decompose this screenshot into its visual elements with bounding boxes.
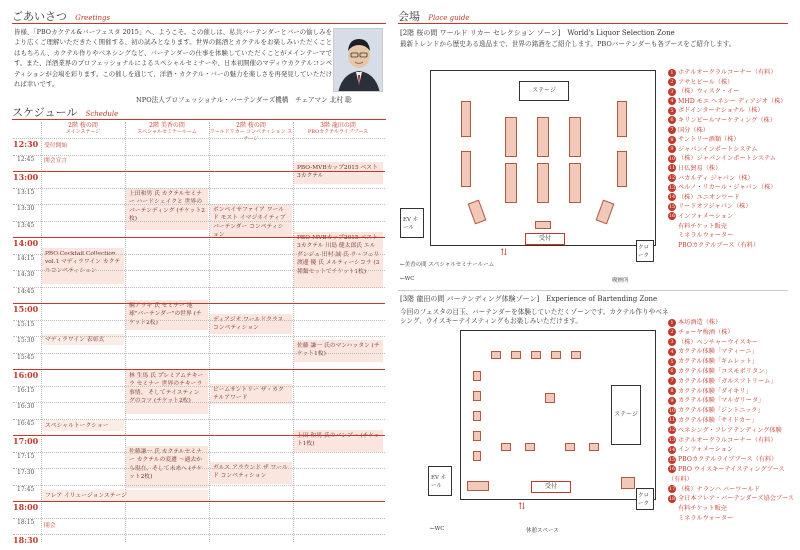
booth-name: （株）ジャパンインポートシステム: [678, 155, 776, 163]
floor2-booth: [473, 391, 481, 401]
floor1-to-seminar: ←美香の間 スペシャルセミナールーム: [400, 262, 495, 268]
time-row-line: [13, 320, 385, 321]
time-row-line: [13, 287, 385, 288]
booth-name: 全日本フレア・バーテンダーズ協会ブース: [678, 495, 794, 503]
booth-number-badge: 1: [668, 69, 676, 77]
booth-number-badge: 5: [668, 107, 676, 115]
chairman-photo: [333, 28, 383, 92]
schedule-event: PBO Cocktail Collection vol.1 マディラワイン カクテルコンペティション: [42, 248, 124, 284]
greetings-heading: [12, 8, 110, 24]
booth-number-badge: 9: [668, 397, 676, 405]
time-label: 13:15: [17, 188, 35, 196]
schedule-rule: [12, 119, 386, 120]
schedule-heading: [12, 104, 118, 120]
column-head-jp: 2階 美香の間: [149, 122, 185, 129]
time-row-line: [13, 204, 385, 205]
time-label: 18:30: [13, 535, 39, 545]
floor1-reception-label: 受付: [538, 235, 551, 242]
booth-list-item: [668, 154, 796, 164]
booth-number-badge: 15: [668, 203, 676, 210]
schedule-title-en: Schedule: [85, 110, 119, 118]
schedule-event: スペシャルトークショー: [42, 420, 124, 431]
booth-name: ジャパンインポートシステム: [678, 145, 758, 153]
booth-list-item: [668, 318, 796, 328]
booth-number-badge: 12: [668, 427, 676, 434]
time-label: 13:30: [17, 205, 35, 212]
portrait-illustration: [334, 29, 383, 92]
column-head-en: メインステージ: [65, 129, 101, 135]
booth-list-extra: PBOカクテルブース（有料）: [678, 241, 760, 249]
time-label: 16:00: [13, 370, 39, 380]
column-head-seminar-room: [125, 122, 209, 136]
time-label: 18:15: [17, 518, 35, 526]
booth-name: バカルディ ジャパン（株）: [678, 174, 754, 182]
booth-number-badge: 9: [668, 145, 676, 153]
booth-name: ペルノ・リカール・ジャパン（株）: [678, 184, 777, 192]
booth-list-item: [668, 202, 796, 212]
booth-name: カクテル体験「ギムレット」: [678, 358, 759, 366]
booth-number-badge: 6: [668, 367, 676, 375]
booth-number-badge: 13: [668, 184, 676, 191]
time-row-line: [13, 270, 385, 271]
column-head-en: スペシャルセミナールーム: [137, 129, 197, 135]
time-label: 13:45: [17, 221, 35, 229]
floor1-to-wc: ←WC: [400, 276, 415, 282]
time-row-line: [13, 468, 385, 469]
booth-number-badge: 6: [668, 116, 676, 124]
time-label: 16:15: [17, 386, 35, 394]
floor1-booth: [596, 200, 615, 225]
floor2-stage: [611, 385, 641, 445]
venue-rule: [398, 23, 788, 24]
floor2-booth: [565, 443, 575, 451]
booth-number-badge: 12: [668, 175, 676, 182]
booth-number-badge: 2: [668, 328, 676, 336]
booth-number-badge: 8: [668, 387, 676, 395]
booth-list-item: [668, 455, 796, 465]
floor1-booth: [537, 163, 549, 203]
booth-list-item: [668, 328, 796, 338]
booth-list-item: [668, 212, 796, 222]
time-row-line: [13, 138, 385, 139]
column-head-jp: 2階 桜の間: [236, 122, 266, 129]
column-head-competition-stage: [209, 122, 293, 142]
booth-number-badge: 11: [668, 417, 676, 424]
booth-number-badge: 11: [668, 165, 676, 172]
booth-list-item: [668, 436, 796, 446]
venue-title-jp: 会場: [398, 10, 420, 23]
booth-list-item: [668, 357, 796, 367]
schedule-event: ビームサントリー ザ・カクテルアワード: [210, 384, 292, 404]
booth-number-badge: 15: [668, 456, 676, 463]
time-label: 15:45: [17, 353, 35, 361]
booth-number-badge: 16: [668, 466, 676, 473]
booth-name: 本坊酒造（株）: [678, 319, 722, 326]
booth-name: サントリー酒類（株）: [678, 136, 740, 144]
schedule-event: 閉会: [44, 523, 56, 529]
booth-number-badge: 4: [668, 97, 676, 105]
floor2-booth: [473, 431, 481, 441]
booth-name: （株）ナランハ バーワールド: [678, 485, 760, 493]
time-label: 15:30: [17, 337, 35, 344]
booth-list-item: [668, 347, 796, 357]
floor2-booth: [551, 351, 561, 359]
time-label: 15:00: [13, 304, 39, 314]
floor1-description: 最新トレンドから歴史ある逸品まで、世界の銘酒をご紹介します。PBOバーテンダーも各ブースをご紹介します。: [400, 40, 736, 48]
time-label: 12:45: [17, 155, 35, 163]
greetings-title-en: Greetings: [75, 14, 111, 22]
time-label: 14:15: [17, 254, 35, 262]
floor1-stage-label: ステージ: [532, 87, 556, 94]
floor2-title: [3階 龍田の間 バーテンディング体験ゾーン] Experience of Bartending Zone: [400, 295, 658, 303]
floor2-booth: [511, 351, 521, 359]
floor1-smoking: 喫煙所: [612, 278, 629, 284]
time-row-line: [13, 419, 385, 420]
booth-number-badge: 7: [668, 377, 676, 385]
floor2-booth: [491, 351, 501, 359]
floor2-to-wc: ←WC: [430, 526, 445, 532]
floor2-cloak: [636, 488, 654, 510]
booth-name: カクテル体験「サイドカー」: [678, 416, 758, 424]
booth-list-item: [668, 78, 796, 88]
booth-name: PBO ウイスキーテイスティングブース（有料）: [668, 465, 785, 483]
floor2-stage-label: ステージ: [614, 411, 638, 418]
column-head-en: ワールドリカー コンペティション ステージ: [209, 129, 293, 142]
floor1-cloak: [636, 240, 654, 262]
schedule-event: 佐藤謙一 氏 カクテルセミナー カクテルの変遷 〜過去から現在、そして未来へ (チケット2枚): [126, 446, 208, 488]
floor2-ev-hall: [428, 466, 452, 496]
booth-name: （株）ユニオンワード: [678, 193, 740, 201]
floor2-booth: [467, 481, 489, 491]
greetings-signature: NPO法人プロフェッショナル・バーテンダーズ機構 チェアマン 北村 聡: [136, 96, 352, 104]
booth-number-badge: 18: [668, 495, 676, 502]
venue-heading: [398, 8, 470, 24]
time-row-line: [13, 435, 385, 436]
floor2-rest-space: 休憩スペース: [526, 528, 559, 534]
time-row-line: [13, 188, 385, 189]
venue-title-en: Place guide: [428, 14, 470, 22]
booth-name: キリンビールマーケティング（株）: [678, 116, 776, 124]
booth-list-item: [668, 485, 796, 495]
time-label: 18:00: [13, 502, 39, 512]
time-label: 14:00: [13, 238, 39, 248]
greetings-body: 皆様、「PBOカクテル&バーフェスタ 2015」へ、ようこそ。この催しは、私共バーテンダーとバーの愉しみをより広くご理解いただきたく開催する、初の試みとなります。世界の銘酒とカクテルをお楽しみいただくことはもちろん、カクテル作りやベネシングなど、バーテンダーの仕事を体験していただくことがメインテーマです。また、洋酒業界のプロフェッショナルによるスペシャルセミナーや、日本初開催のマディウカクテルコンペティションが会場を彩ります。この催しを通じて、洋酒・カクテル・バーの魅力を楽しさを再発見していただければ幸いです。: [14, 28, 332, 89]
schedule-event: 上田 和男 氏のバンブー (チケット1枚): [294, 430, 383, 452]
booth-number-badge: 10: [668, 155, 676, 162]
floor2-booth: [545, 393, 555, 403]
booth-list-item: [668, 135, 796, 145]
booth-list-item: [668, 387, 796, 397]
time-label: 14:30: [17, 271, 35, 278]
floor1-map: [430, 70, 656, 246]
booth-name: チョーヤ梅酒（株）: [678, 328, 734, 336]
floor1-ev-hall: [400, 208, 424, 238]
floor1-booth: [569, 117, 581, 157]
time-row-line: [13, 534, 385, 535]
booth-list-item: [668, 445, 796, 455]
booth-number-badge: 1: [668, 319, 676, 327]
floor1-booth: [617, 151, 627, 187]
booth-name: PBOカクテルライブブース（有料）: [678, 456, 778, 464]
floor1-booth-list: [668, 68, 796, 250]
time-label: 13:00: [13, 172, 39, 182]
booth-list-item: [668, 106, 796, 116]
floor2-booth: [571, 351, 581, 359]
booth-name: ベネシング・フレアテンディング体験: [678, 426, 782, 434]
floor2-booth-list: [668, 318, 796, 524]
column-divider: [41, 122, 42, 542]
time-label: 17:45: [17, 485, 35, 493]
booth-name: インフォメーション: [678, 212, 734, 220]
booth-name: 国分（株）: [678, 126, 709, 134]
booth-name: カクテル体験「コスモポリタン」: [678, 367, 771, 375]
booth-name: カクテル体験「ダイキリ」: [678, 387, 752, 395]
schedule-event: フレア イリュージョンステージ: [42, 490, 208, 501]
booth-list-item: [668, 406, 796, 416]
time-row-line: [13, 254, 385, 255]
schedule-event: 佐藤 謙一 氏のマンハッタン (チケット1枚): [294, 340, 383, 362]
booth-name: アサヒビール（株）: [678, 78, 734, 86]
booth-name: ホテルオークラルコーナー（有料）: [678, 436, 777, 444]
greetings-rule: [12, 23, 386, 24]
booth-list-extra: 有料チケット販売: [678, 505, 727, 513]
booth-list-extra: ミネラルウォーター: [678, 232, 734, 240]
booth-number-badge: 4: [668, 348, 676, 356]
time-label: 15:15: [17, 320, 35, 328]
time-row-line: [13, 155, 385, 156]
floor1-title: [2階 桜の間 ワールド リカー セレクション ゾーン] World's Liquor Selection Zone: [400, 29, 675, 37]
time-row-line: [13, 369, 385, 370]
time-label: 14:45: [17, 287, 35, 295]
schedule-event: PBO-MVBカップ2015 ベスト3カクテル: [294, 162, 383, 184]
booth-number-badge: 14: [668, 194, 676, 201]
time-row-line: [13, 402, 385, 403]
booth-name: カクテル体験「マルガリータ」: [678, 397, 765, 405]
floor2-booth: [473, 411, 481, 421]
booth-list-item: [668, 174, 796, 184]
booth-number-badge: 14: [668, 446, 676, 453]
cloak-label: クローク: [638, 493, 650, 507]
schedule-event: PBO-MVBカップ2015 ベスト3カクテル 川島 健太郎氏 エルダンジュ 田村 誠 氏 ラ・フェリ 渡邊 優 氏 メルティーシコラ (3種類セットでチケット1枚): [294, 232, 383, 288]
booth-number-badge: 8: [668, 136, 676, 144]
booth-number-badge: 16: [668, 213, 676, 220]
booth-name: インフォメーション: [678, 446, 734, 454]
booth-list-extra: ミネラルウォーター: [678, 514, 734, 522]
booth-name: カクテル体験「マティーニ」: [678, 348, 758, 356]
booth-list-item: [668, 193, 796, 203]
time-row-line: [13, 386, 385, 387]
booth-name: （株）ベンチャーウイスキー: [678, 338, 759, 346]
column-head-jp: 3階 龍田の間: [320, 122, 356, 129]
greetings-title-jp: ごあいさつ: [12, 10, 67, 23]
time-row-line: [13, 501, 385, 502]
time-row-line: [13, 237, 385, 238]
floor1-booth: [569, 163, 581, 203]
floor2-rule: [398, 290, 788, 291]
booth-name: （株）ウィスク・イー: [678, 88, 740, 96]
booth-list-item: [668, 416, 796, 426]
booth-number-badge: 10: [668, 407, 676, 414]
floor2-booth: [473, 371, 481, 381]
booth-list-item: [668, 465, 796, 485]
floor2-reception: [531, 481, 571, 493]
time-label: 17:00: [13, 436, 39, 446]
time-row-line: [13, 353, 385, 354]
booth-list-item: [668, 183, 796, 193]
schedule-event: 開会宣言: [44, 158, 68, 164]
booth-name: ホテルオークラルコーナー（有料）: [678, 69, 777, 76]
time-row-line: [13, 518, 385, 519]
booth-number-badge: 5: [668, 358, 676, 366]
floor1-booth: [617, 101, 627, 137]
booth-list-item: [668, 164, 796, 174]
time-label: 16:45: [17, 419, 35, 427]
entrance-arrow-icon: ⇅: [500, 248, 508, 258]
schedule-event: マディラワイン 表彰式: [42, 334, 124, 345]
floor1-booth: [468, 200, 487, 225]
booth-list-item: [668, 145, 796, 155]
floor1-booth: [535, 221, 551, 229]
column-head-main-stage: [41, 122, 125, 136]
floor1-booth: [537, 117, 549, 157]
floor2-booth: [589, 443, 599, 451]
booth-list-item: [668, 367, 796, 377]
booth-name: ボドインターナショナル（株）: [678, 107, 764, 115]
booth-list-item: [668, 338, 796, 348]
booth-name: カクテル体験「ジントニック」: [678, 407, 764, 415]
booth-list-item: [668, 97, 796, 107]
booth-number-badge: 3: [668, 88, 676, 96]
floor1-reception: [525, 233, 565, 245]
booth-name: リードオフジャパン（株）: [678, 203, 752, 211]
time-row-line: [13, 485, 385, 486]
booth-name: MHD モエ ヘネシー ディアジオ（株）: [678, 97, 787, 105]
time-label: 17:30: [17, 469, 35, 476]
schedule-event: ボンベイサファイア ワールド モスト イマジネイティブバーテンダー コンペティション: [210, 204, 292, 238]
floor1-stage: [519, 81, 569, 101]
floor2-booth: [531, 351, 541, 359]
booth-list-extra: 有料チケット販売: [678, 222, 727, 230]
schedule-event: ディアジオ ワールドクラス コンペティション: [210, 314, 292, 334]
schedule-event: ガルス アラウンド ザ ワールド コンペティション: [210, 462, 292, 484]
time-label: 16:30: [17, 403, 35, 410]
time-row-line: [13, 336, 385, 337]
floor1-booth: [461, 151, 471, 187]
floor2-reception-label: 受付: [544, 483, 557, 490]
schedule-title-jp: スケジュール: [12, 106, 78, 119]
booth-list-item: [668, 426, 796, 436]
schedule-grid: [13, 122, 385, 545]
column-divider: [293, 122, 294, 542]
booth-list-item: [668, 396, 796, 406]
time-label: 12:30: [13, 139, 39, 149]
cloak-label: クローク: [638, 245, 650, 259]
booth-number-badge: 3: [668, 338, 676, 346]
floor2-booth: [473, 451, 481, 461]
booth-number-badge: 2: [668, 78, 676, 86]
booth-name: カクテル体験「ガルスフトリーム」: [678, 377, 777, 385]
booth-number-badge: 17: [668, 486, 676, 493]
ev-hall-label: EV ホール: [403, 217, 419, 231]
schedule-event: 林 生馬 氏 プレミアムテキーラ セミナー 世界のテキーラ事情、 そしてテイスティングのコツ (チケット2枚): [126, 370, 208, 414]
floor2-description: 今回のフェスタの目玉、バーテンダーを体験していただくゾーンです。カクテル作りやベネシング、ウイスキーテイスティングもお楽しみいただけます。: [400, 308, 669, 325]
floor2-booth: [621, 477, 635, 489]
floor2-booth: [525, 443, 535, 451]
time-row-line: [13, 171, 385, 172]
booth-list-item: [668, 377, 796, 387]
booth-list-item: [668, 68, 796, 78]
floor2-booth: [501, 443, 511, 451]
entrance-arrow-icon: ⇅: [518, 502, 526, 512]
time-row-line: [13, 303, 385, 304]
time-row-line: [13, 452, 385, 453]
time-label: 17:15: [17, 452, 35, 460]
schedule-event: 鯛アラキ 氏 セミナー 地球"バーテンダー"の世界 (チケット2枚): [126, 300, 208, 330]
floor2-map: [460, 330, 656, 500]
floor1-booth: [505, 163, 517, 203]
booth-list-item: [668, 126, 796, 136]
booth-number-badge: 7: [668, 126, 676, 134]
booth-name: 日仏貿易（株）: [678, 164, 722, 172]
floor1-booth: [461, 101, 471, 137]
booth-number-badge: 13: [668, 437, 676, 444]
booth-list-item: [668, 116, 796, 126]
time-row-line: [13, 221, 385, 222]
column-head-live-booth: [293, 122, 383, 136]
ev-hall-label: EV ホール: [431, 475, 447, 489]
schedule-event: 受付開始: [44, 143, 68, 149]
booth-list-item: [668, 494, 796, 504]
booth-list-item: [668, 87, 796, 97]
schedule-event: 上田和男 氏 カクテルセミナー ハードシェイクと 世界のバーテンディング (チケット2枚): [126, 188, 208, 230]
column-head-jp: 2階 桜の間: [68, 122, 98, 129]
column-head-en: PBOカクテルライブブース: [307, 129, 369, 135]
floor1-booth: [505, 117, 517, 157]
